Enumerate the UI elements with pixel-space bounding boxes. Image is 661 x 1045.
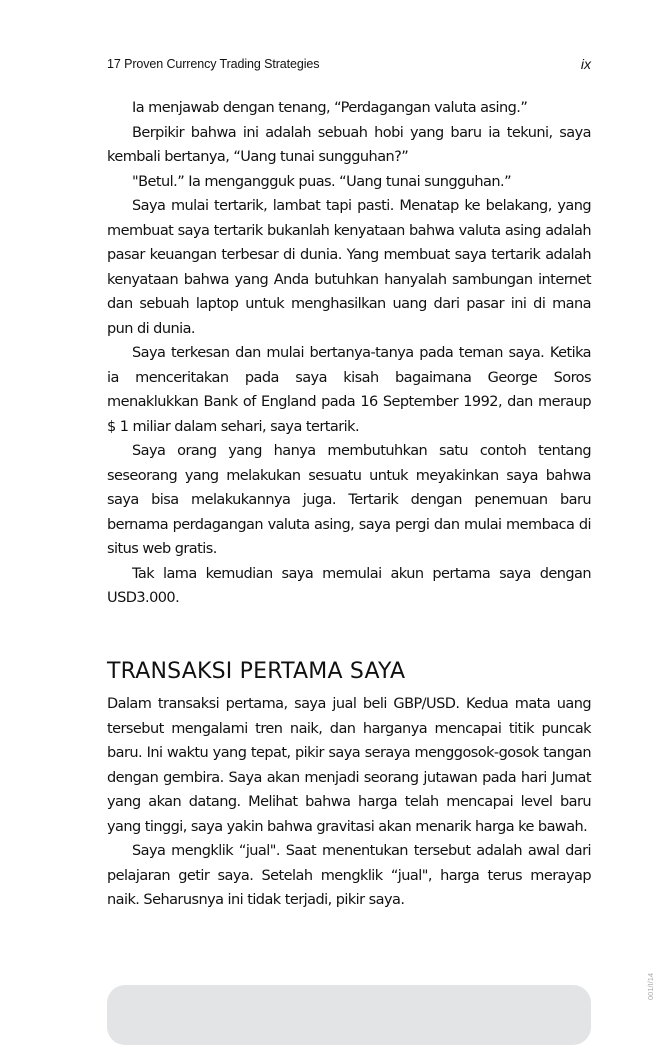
section-heading: TRANSAKSI PERTAMA SAYA [107, 659, 406, 684]
paragraph: Ia menjawab dengan tenang, “Perdagangan valuta asing.” [132, 100, 528, 116]
section-body-2 [107, 692, 591, 913]
section-body [107, 96, 591, 611]
paragraph: Tak lama kemudian saya memulai akun pertama saya dengan USD3.000. [107, 565, 591, 606]
sidebar-box [107, 985, 591, 1045]
page-number: ix [580, 56, 591, 72]
print-code: 001/I/14 [646, 972, 655, 1000]
paragraph: "Betul.” Ia mengangguk puas. “Uang tunai sungguhan.” [132, 173, 512, 190]
paragraph: Berpikir bahwa ini adalah sebuah hobi yang baru ia tekuni, saya kembali bertanya, “Uang tunai sungguhan?” [107, 124, 591, 165]
paragraph: Saya mengklik “jual". Saat menentukan tersebut adalah awal dari pelajaran getir saya. Setelah mengklik “jual", harga terus merayap naik. Seharusnya ini tidak terjadi, pikir saya. [107, 843, 591, 908]
paragraph: Saya orang yang hanya membutuhkan satu contoh tentang seseorang yang melakukan sesuatu untuk meyakinkan saya bahwa saya bisa melakukannya juga. Tertarik dengan penemuan baru bernama perdagangan valuta asing, saya pergi dan mulai membaca di situs web gratis. [107, 443, 591, 557]
book-title: 17 Proven Currency Trading Strategies [107, 57, 320, 71]
paragraph: Saya terkesan dan mulai bertanya-tanya pada teman saya. Ketika ia menceritakan pada saya kisah bagaimana George Soros menaklukkan Bank of England pada 16 September 1992, dan meraup $ 1 miliar dalam sehari, saya tertarik. [107, 345, 591, 435]
paragraph: Dalam transaksi pertama, saya jual beli GBP/USD. Kedua mata uang tersebut mengalami tren naik, dan harganya mencapai titik puncak baru. Ini waktu yang tepat, pikir saya seraya menggosok-gosok tangan dengan gembira. Saya akan menjadi seorang jutawan pada hari Jumat yang akan datang. Melihat bahwa harga telah mencapai level baru yang tinggi, saya yakin bahwa gravitasi akan menarik harga ke bawah. [107, 696, 591, 835]
paragraph: Saya mulai tertarik, lambat tapi pasti. Menatap ke belakang, yang membuat saya tertarik bukanlah kenyataan bahwa valuta asing adalah pasar keuangan terbesar di dunia. Yang membuat saya tertarik adalah kenyataan bahwa yang Anda butuhkan hanyalah sambungan internet dan sebuah laptop untuk menghasilkan uang dari pasar ini di mana pun di dunia. [107, 198, 591, 337]
running-header [107, 56, 591, 76]
